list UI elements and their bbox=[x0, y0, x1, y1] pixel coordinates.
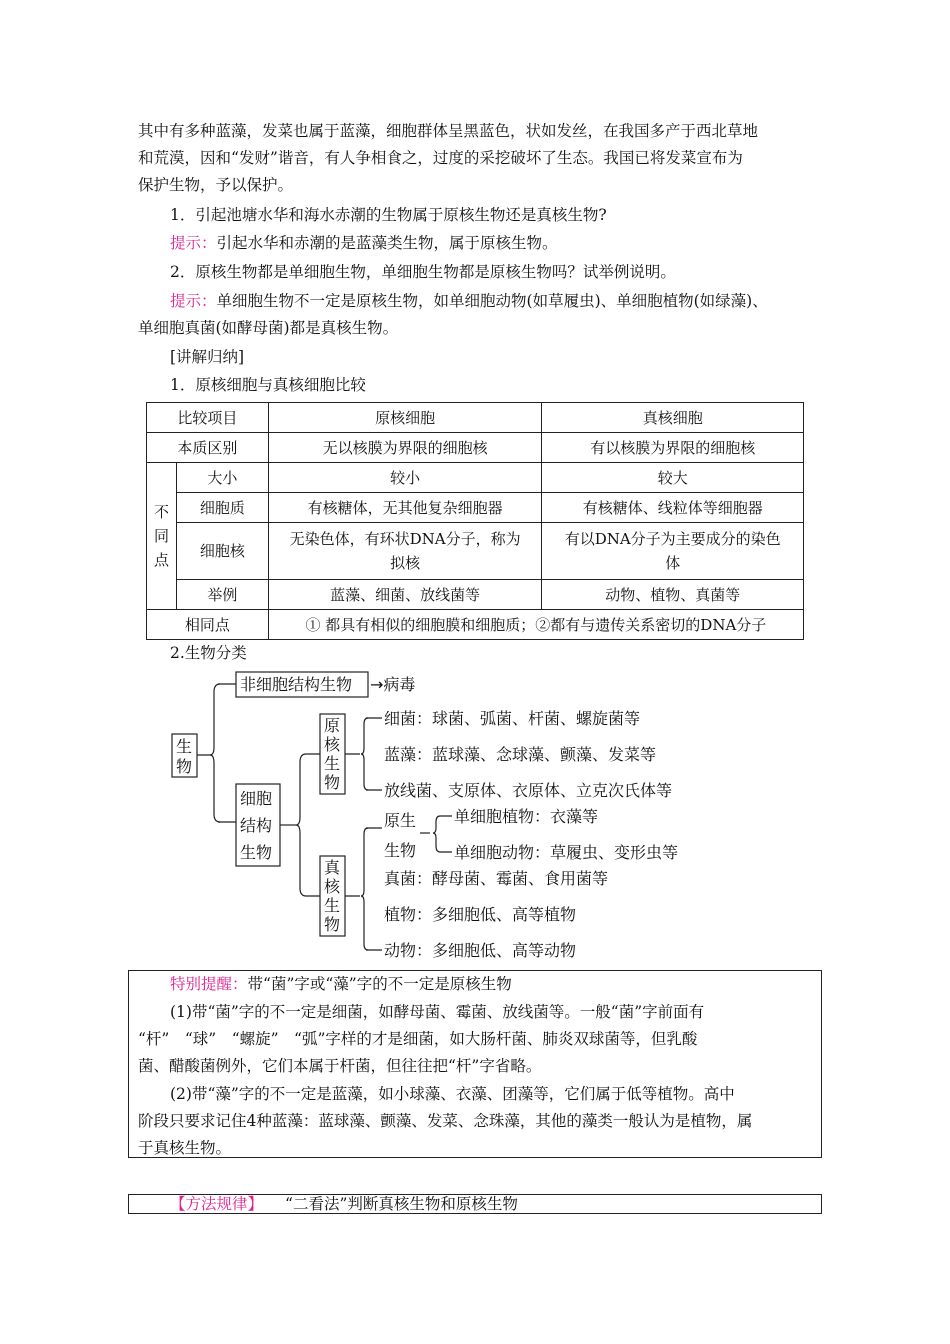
table-header-cell: 比较项目 bbox=[147, 403, 269, 433]
reminder-label: 特别提醒： bbox=[170, 975, 248, 993]
table-cell: 动物、植物、真菌等 bbox=[542, 580, 804, 610]
root-label: 生 bbox=[176, 737, 193, 756]
intro-line-1: 其中有多种蓝藻，发菜也属于蓝藻，细胞群体呈黑蓝色，状如发丝，在我国多产于西北草地 bbox=[138, 122, 759, 140]
cell-line: 体 bbox=[665, 554, 681, 572]
method-text: “二看法”判断真核生物和原核生物 bbox=[285, 1195, 518, 1213]
uni-animal-label: 单细胞动物：草履虫、变形虫等 bbox=[454, 843, 679, 862]
hint-label: 提示： bbox=[170, 234, 217, 252]
table-title: 1．原核细胞与真核细胞比较 bbox=[170, 376, 366, 394]
intro-line-2: 和荒漠，因和“发财”谐音，有人争相食之，过度的采挖破坏了生态。我国已将发菜宣布为 bbox=[138, 149, 743, 167]
fungi-label: 真菌：酵母菌、霉菌、食用菌等 bbox=[384, 869, 609, 888]
table-cell: 有核糖体，无其他复杂细胞器 bbox=[268, 493, 542, 523]
reminder-p1-line1: (1)带“菌”字的不一定是细菌，如酵母菌、霉菌、放线菌等。一般“菌”字前面有 bbox=[170, 1003, 705, 1021]
answer-1-text: 引起水华和赤潮的是蓝藻类生物，属于原核生物。 bbox=[216, 234, 558, 252]
cell-label: 细胞 bbox=[240, 789, 273, 808]
table-cell: ① 都具有相似的细胞膜和细胞质；②都有与遗传关系密切的DNA分子 bbox=[268, 610, 803, 640]
table-cell: 无以核膜为界限的细胞核 bbox=[268, 433, 542, 463]
protist-label: 原生 bbox=[384, 811, 417, 830]
cell-label: 生物 bbox=[240, 843, 273, 862]
table-cell: 相同点 bbox=[147, 610, 269, 640]
prok-label: 核 bbox=[324, 735, 341, 754]
prok-label: 生 bbox=[324, 754, 341, 773]
reminder-p2-line2: 阶段只要求记住4种蓝藻：蓝球藻、颤藻、发菜、念珠藻，其他的藻类一般认为是植物，属 bbox=[138, 1112, 753, 1130]
root-label: 物 bbox=[176, 757, 193, 776]
question-2: 2．原核生物都是单细胞生物，单细胞生物都是原核生物吗？试举例说明。 bbox=[170, 263, 676, 281]
animals-label: 动物：多细胞低、高等动物 bbox=[384, 941, 577, 960]
euk-bracket bbox=[361, 828, 368, 950]
cyano-label: 蓝藻：蓝球藻、念球藻、颤藻、发菜等 bbox=[384, 745, 657, 764]
cell-line: 有以DNA分子为主要成分的染色 bbox=[564, 530, 781, 548]
protist-label: 生物 bbox=[384, 841, 417, 860]
cell-bracket bbox=[296, 754, 320, 896]
table-cell: 有以核膜为界限的细胞核 bbox=[542, 433, 804, 463]
reminder-title: 带“菌”字或“藻”字的不一定是原核生物 bbox=[247, 975, 512, 993]
reminder-p2-line1: (2)带“藻”字的不一定是蓝藻，如小球藻、衣藻、团藻等，它们属于低等植物。高中 bbox=[170, 1085, 735, 1103]
answer-2-text: 单细胞生物不一定是原核生物，如单细胞动物(如草履虫)、单细胞植物(如绿藻)、 bbox=[216, 292, 768, 310]
cell-line: 无染色体，有环状DNA分子，称为 bbox=[289, 530, 521, 548]
cell-label: 结构 bbox=[240, 816, 273, 835]
euk-label: 物 bbox=[324, 915, 341, 934]
euk-label: 核 bbox=[324, 877, 341, 896]
root-branch bbox=[197, 684, 236, 822]
table-cell: 举例 bbox=[176, 580, 268, 610]
table-cell: 本质区别 bbox=[147, 433, 269, 463]
prok-label: 物 bbox=[324, 773, 341, 792]
table-cell: 有核糖体、线粒体等细胞器 bbox=[542, 493, 804, 523]
table-cell: 蓝藻、细菌、放线菌等 bbox=[268, 580, 542, 610]
difference-label-char: 不 bbox=[153, 503, 169, 521]
prok-bracket bbox=[361, 718, 368, 790]
section-title: [讲解归纳] bbox=[170, 348, 245, 366]
virus-label: →病毒 bbox=[370, 675, 416, 694]
method-heading bbox=[170, 1190, 518, 1218]
table-cell: 大小 bbox=[176, 463, 268, 493]
reminder-p1-line2: “杆” “球” “螺旋” “弧”字样的才是细菌，如大肠杆菌、肺炎双球菌等，但乳酸 bbox=[138, 1030, 698, 1048]
plants-label: 植物：多细胞低、高等植物 bbox=[384, 905, 577, 924]
table-header-cell: 真核细胞 bbox=[542, 403, 804, 433]
answer-2-cont: 单细胞真菌(如酵母菌)都是真核生物。 bbox=[138, 319, 399, 337]
noncell-label: 非细胞结构生物 bbox=[240, 675, 353, 694]
table-cell: 较大 bbox=[542, 463, 804, 493]
euk-label: 真 bbox=[324, 858, 341, 877]
difference-label-char: 点 bbox=[153, 551, 169, 569]
reminder-p2-line3: 于真核生物。 bbox=[138, 1139, 232, 1157]
reminder-heading bbox=[170, 970, 512, 998]
hint-label: 提示： bbox=[170, 292, 217, 310]
difference-label-char: 同 bbox=[153, 527, 169, 545]
classify-title: 2.生物分类 bbox=[170, 644, 247, 662]
method-label: 【方法规律】 bbox=[170, 1195, 264, 1213]
reminder-p1-line3: 菌、醋酸菌例外，它们本属于杆菌，但往往把“杆”字省略。 bbox=[138, 1057, 542, 1075]
table-cell: 细胞核 bbox=[176, 523, 268, 580]
cell-line: 拟核 bbox=[390, 554, 421, 572]
protist-bracket bbox=[433, 816, 452, 852]
table-cell: 细胞质 bbox=[176, 493, 268, 523]
uni-plant-label: 单细胞植物：衣藻等 bbox=[454, 807, 599, 826]
table-cell: 较小 bbox=[268, 463, 542, 493]
table-header-cell: 原核细胞 bbox=[268, 403, 542, 433]
bacteria-label: 细菌：球菌、弧菌、杆菌、螺旋菌等 bbox=[384, 709, 641, 728]
question-1: 1．引起池塘水华和海水赤潮的生物属于原核生物还是真核生物? bbox=[170, 206, 607, 224]
euk-label: 生 bbox=[324, 896, 341, 915]
prok-label: 原 bbox=[324, 716, 341, 735]
other-prok-label: 放线菌、支原体、衣原体、立克次氏体等 bbox=[384, 781, 673, 800]
intro-line-3: 保护生物，予以保护。 bbox=[138, 176, 294, 194]
root-bracket bbox=[210, 684, 220, 822]
